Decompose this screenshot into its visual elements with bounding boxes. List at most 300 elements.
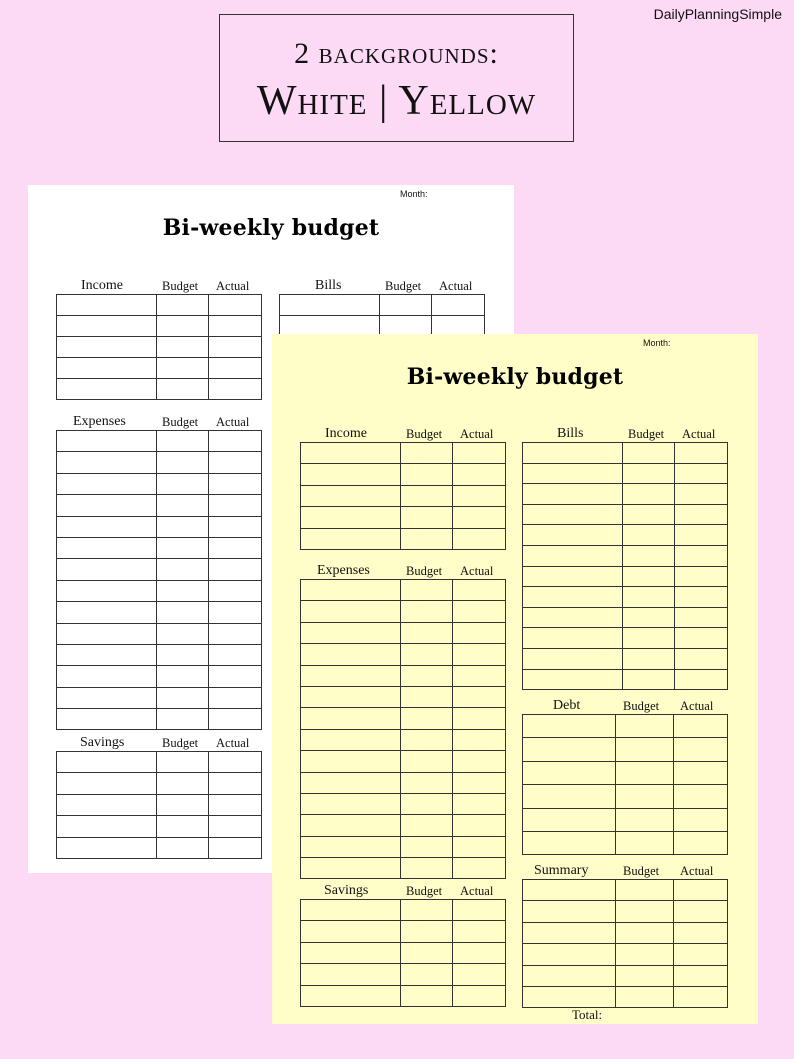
label-cell	[301, 751, 401, 771]
table-row	[523, 715, 727, 738]
budget-cell	[401, 837, 453, 857]
budget-cell	[157, 495, 209, 515]
budget-cell	[157, 666, 209, 686]
label-cell	[57, 795, 157, 815]
label-cell	[301, 443, 401, 463]
actual-cell	[209, 474, 261, 494]
budget-cell	[157, 688, 209, 708]
actual-cell	[209, 816, 261, 836]
actual-cell	[453, 751, 505, 771]
actual-cell	[209, 337, 261, 357]
budget-cell	[401, 580, 453, 600]
actual-cell	[675, 464, 727, 484]
total-label: Total:	[572, 1007, 603, 1022]
budget-cell	[401, 773, 453, 793]
budget-cell	[157, 431, 209, 451]
column-actual: Actual	[460, 564, 494, 578]
label-cell	[57, 838, 157, 858]
actual-cell	[209, 538, 261, 558]
table-row	[57, 295, 261, 316]
actual-cell	[674, 880, 727, 900]
actual-cell	[209, 431, 261, 451]
actual-cell	[453, 921, 505, 941]
section-title: Summary	[534, 863, 589, 878]
table-grid	[300, 579, 506, 879]
label-cell	[57, 688, 157, 708]
label-cell	[301, 666, 401, 686]
budget-cell	[157, 773, 209, 793]
actual-cell	[209, 581, 261, 601]
label-cell	[301, 464, 401, 484]
label-cell	[301, 794, 401, 814]
sheet-title: Bi-weekly budget	[162, 215, 380, 241]
actual-cell	[675, 608, 727, 628]
actual-cell	[674, 966, 727, 986]
actual-cell	[674, 923, 727, 943]
budget-cell	[401, 687, 453, 707]
table-row	[523, 587, 727, 608]
budget-cell	[157, 838, 209, 858]
table-row	[57, 795, 261, 816]
label-cell	[523, 525, 623, 545]
budget-cell	[157, 602, 209, 622]
section-title: Bills	[315, 278, 342, 293]
actual-cell	[209, 688, 261, 708]
budget-cell	[616, 762, 673, 784]
label-cell	[523, 785, 616, 807]
label-cell	[523, 738, 616, 760]
table-grid	[522, 442, 728, 690]
budget-cell	[380, 316, 432, 336]
label-cell	[523, 484, 623, 504]
actual-cell	[453, 943, 505, 963]
label-cell	[57, 474, 157, 494]
label-cell	[301, 580, 401, 600]
table-row	[301, 601, 505, 622]
income-table	[56, 278, 262, 400]
table-row	[301, 708, 505, 729]
table-row	[57, 688, 261, 709]
actual-cell	[453, 794, 505, 814]
label-cell	[301, 964, 401, 984]
table-row	[301, 921, 505, 942]
table-row	[301, 751, 505, 772]
budget-cell	[401, 623, 453, 643]
table-row	[523, 443, 727, 464]
budget-cell	[623, 567, 675, 587]
budget-cell	[623, 464, 675, 484]
section-title: Savings	[324, 883, 369, 898]
budget-cell	[401, 751, 453, 771]
actual-cell	[453, 687, 505, 707]
label-cell	[523, 670, 623, 690]
label-cell	[57, 581, 157, 601]
table-row	[301, 529, 505, 550]
headline-box	[219, 14, 574, 142]
label-cell	[523, 715, 616, 737]
table-row	[523, 546, 727, 567]
table-row	[57, 358, 261, 379]
actual-cell	[453, 529, 505, 549]
budget-cell	[157, 581, 209, 601]
table-row	[523, 880, 727, 901]
label-cell	[523, 546, 623, 566]
budget-cell	[616, 923, 673, 943]
label-cell	[301, 921, 401, 941]
budget-cell	[623, 546, 675, 566]
label-cell	[523, 567, 623, 587]
table-row	[57, 752, 261, 773]
column-actual: Actual	[680, 864, 714, 878]
table-row	[301, 900, 505, 921]
table-row	[523, 608, 727, 629]
expenses-table	[300, 563, 506, 879]
table-row	[57, 838, 261, 859]
actual-cell	[453, 666, 505, 686]
label-cell	[57, 379, 157, 399]
actual-cell	[209, 295, 261, 315]
label-cell	[57, 666, 157, 686]
table-row	[523, 649, 727, 670]
table-row	[301, 943, 505, 964]
label-cell	[301, 837, 401, 857]
table-row	[301, 507, 505, 528]
table-row	[523, 901, 727, 922]
label-cell	[523, 762, 616, 784]
table-row	[301, 687, 505, 708]
table-row	[523, 464, 727, 485]
section-title: Savings	[80, 735, 125, 750]
table-row	[301, 794, 505, 815]
column-actual: Actual	[680, 699, 714, 713]
table-grid	[522, 714, 728, 855]
table-row	[523, 966, 727, 987]
actual-cell	[209, 752, 261, 772]
label-cell	[57, 816, 157, 836]
budget-cell	[157, 337, 209, 357]
savings-table	[56, 735, 262, 859]
actual-cell	[209, 624, 261, 644]
label-cell	[57, 602, 157, 622]
actual-cell	[674, 944, 727, 964]
actual-cell	[209, 709, 261, 729]
budget-cell	[401, 730, 453, 750]
budget-cell	[157, 474, 209, 494]
budget-cell	[401, 507, 453, 527]
section-title: Bills	[557, 426, 584, 441]
table-row	[57, 474, 261, 495]
savings-table	[300, 883, 506, 1007]
actual-cell	[209, 773, 261, 793]
table-row	[523, 567, 727, 588]
budget-cell	[623, 587, 675, 607]
budget-cell	[157, 559, 209, 579]
budget-cell	[401, 644, 453, 664]
table-row	[301, 464, 505, 485]
expenses-table	[56, 414, 262, 730]
table-row	[57, 559, 261, 580]
label-cell	[57, 295, 157, 315]
table-row	[57, 337, 261, 358]
actual-cell	[674, 738, 727, 760]
budget-cell	[401, 986, 453, 1006]
budget-cell	[623, 525, 675, 545]
section-title: Expenses	[317, 563, 370, 578]
label-cell	[301, 858, 401, 878]
table-row	[301, 443, 505, 464]
budget-cell	[616, 785, 673, 807]
table-row	[301, 837, 505, 858]
table-row	[301, 644, 505, 665]
yellow-budget-sheet	[272, 334, 758, 1024]
column-actual: Actual	[682, 427, 716, 441]
table-row	[523, 785, 727, 808]
sheet-title: Bi-weekly budget	[406, 364, 624, 390]
table-row	[523, 987, 727, 1008]
budget-cell	[616, 832, 673, 854]
label-cell	[57, 452, 157, 472]
actual-cell	[453, 443, 505, 463]
debt-table	[522, 698, 728, 855]
budget-cell	[401, 794, 453, 814]
budget-cell	[401, 964, 453, 984]
budget-cell	[401, 858, 453, 878]
column-actual: Actual	[216, 736, 250, 750]
budget-cell	[401, 601, 453, 621]
label-cell	[301, 623, 401, 643]
actual-cell	[209, 316, 261, 336]
actual-cell	[675, 670, 727, 690]
table-row	[301, 666, 505, 687]
label-cell	[523, 832, 616, 854]
actual-cell	[675, 628, 727, 648]
label-cell	[57, 316, 157, 336]
budget-cell	[401, 529, 453, 549]
table-grid	[56, 751, 262, 859]
column-budget: Budget	[162, 736, 199, 750]
label-cell	[523, 443, 623, 463]
column-budget: Budget	[162, 415, 199, 429]
table-row	[523, 505, 727, 526]
budget-cell	[157, 795, 209, 815]
budget-cell	[380, 295, 432, 315]
actual-cell	[453, 986, 505, 1006]
label-cell	[301, 708, 401, 728]
label-cell	[523, 923, 616, 943]
budget-cell	[401, 464, 453, 484]
column-actual: Actual	[460, 884, 494, 898]
actual-cell	[674, 832, 727, 854]
budget-cell	[623, 484, 675, 504]
label-cell	[301, 507, 401, 527]
label-cell	[523, 880, 616, 900]
budget-cell	[401, 708, 453, 728]
label-cell	[523, 944, 616, 964]
table-row	[57, 709, 261, 730]
actual-cell	[209, 795, 261, 815]
budget-cell	[157, 645, 209, 665]
label-cell	[57, 358, 157, 378]
actual-cell	[209, 495, 261, 515]
summary-table	[522, 863, 728, 1022]
label-cell	[57, 773, 157, 793]
table-row	[57, 379, 261, 400]
table-row	[523, 670, 727, 691]
table-row	[57, 316, 261, 337]
actual-cell	[674, 715, 727, 737]
table-row	[523, 944, 727, 965]
actual-cell	[453, 815, 505, 835]
label-cell	[523, 505, 623, 525]
actual-cell	[432, 295, 484, 315]
budget-cell	[157, 752, 209, 772]
budget-cell	[623, 670, 675, 690]
actual-cell	[453, 900, 505, 920]
label-cell	[57, 645, 157, 665]
column-budget: Budget	[162, 279, 199, 293]
column-budget: Budget	[406, 427, 443, 441]
table-row	[280, 295, 484, 316]
actual-cell	[453, 730, 505, 750]
actual-cell	[674, 785, 727, 807]
table-grid	[56, 294, 262, 400]
label-cell	[301, 644, 401, 664]
label-cell	[57, 538, 157, 558]
budget-cell	[616, 738, 673, 760]
section-title: Debt	[553, 698, 581, 713]
actual-cell	[675, 505, 727, 525]
label-cell	[523, 987, 616, 1007]
label-cell	[301, 687, 401, 707]
budget-cell	[616, 880, 673, 900]
budget-cell	[157, 538, 209, 558]
budget-cell	[157, 816, 209, 836]
actual-cell	[209, 645, 261, 665]
actual-cell	[209, 358, 261, 378]
actual-cell	[674, 901, 727, 921]
section-title: Income	[325, 426, 367, 441]
label-cell	[523, 464, 623, 484]
actual-cell	[209, 602, 261, 622]
table-grid	[522, 879, 728, 1008]
budget-cell	[157, 709, 209, 729]
table-row	[523, 628, 727, 649]
column-actual: Actual	[439, 279, 473, 293]
label-cell	[57, 752, 157, 772]
actual-cell	[453, 601, 505, 621]
table-row	[57, 452, 261, 473]
label-cell	[301, 986, 401, 1006]
label-cell	[523, 966, 616, 986]
label-cell	[57, 431, 157, 451]
actual-cell	[453, 486, 505, 506]
budget-cell	[616, 901, 673, 921]
budget-cell	[157, 517, 209, 537]
section-title: Income	[81, 278, 123, 293]
label-cell	[301, 486, 401, 506]
actual-cell	[675, 525, 727, 545]
label-cell	[57, 559, 157, 579]
table-row	[301, 730, 505, 751]
income-table	[300, 426, 506, 550]
label-cell	[301, 900, 401, 920]
column-budget: Budget	[385, 279, 422, 293]
label-cell	[523, 628, 623, 648]
actual-cell	[674, 809, 727, 831]
table-row	[523, 738, 727, 761]
actual-cell	[674, 987, 727, 1007]
budget-cell	[401, 815, 453, 835]
table-row	[523, 809, 727, 832]
actual-cell	[675, 587, 727, 607]
budget-cell	[401, 486, 453, 506]
table-row	[301, 486, 505, 507]
actual-cell	[453, 464, 505, 484]
actual-cell	[674, 762, 727, 784]
actual-cell	[432, 316, 484, 336]
actual-cell	[675, 484, 727, 504]
budget-cell	[623, 443, 675, 463]
label-cell	[523, 608, 623, 628]
table-row	[301, 815, 505, 836]
table-row	[301, 964, 505, 985]
budget-cell	[401, 666, 453, 686]
actual-cell	[453, 708, 505, 728]
label-cell	[57, 624, 157, 644]
budget-cell	[623, 505, 675, 525]
label-cell	[57, 709, 157, 729]
label-cell	[523, 649, 623, 669]
actual-cell	[453, 858, 505, 878]
table-row	[57, 816, 261, 837]
actual-cell	[675, 546, 727, 566]
budget-cell	[157, 295, 209, 315]
column-budget: Budget	[628, 427, 665, 441]
actual-cell	[675, 443, 727, 463]
actual-cell	[209, 559, 261, 579]
budget-cell	[616, 966, 673, 986]
actual-cell	[453, 580, 505, 600]
label-cell	[523, 587, 623, 607]
budget-cell	[401, 943, 453, 963]
budget-cell	[623, 608, 675, 628]
budget-cell	[623, 649, 675, 669]
table-row	[57, 666, 261, 687]
table-grid	[300, 899, 506, 1007]
table-row	[523, 832, 727, 855]
bills-table	[522, 426, 728, 690]
table-row	[301, 580, 505, 601]
headline-line-2: White | Yellow	[256, 78, 537, 124]
column-budget: Budget	[623, 864, 660, 878]
actual-cell	[453, 837, 505, 857]
budget-cell	[401, 443, 453, 463]
column-budget: Budget	[623, 699, 660, 713]
label-cell	[280, 316, 380, 336]
label-cell	[57, 495, 157, 515]
table-row	[523, 762, 727, 785]
label-cell	[301, 773, 401, 793]
budget-cell	[616, 987, 673, 1007]
actual-cell	[675, 649, 727, 669]
actual-cell	[453, 507, 505, 527]
label-cell	[301, 943, 401, 963]
table-row	[57, 773, 261, 794]
actual-cell	[209, 517, 261, 537]
budget-cell	[623, 628, 675, 648]
column-budget: Budget	[406, 884, 443, 898]
label-cell	[301, 730, 401, 750]
